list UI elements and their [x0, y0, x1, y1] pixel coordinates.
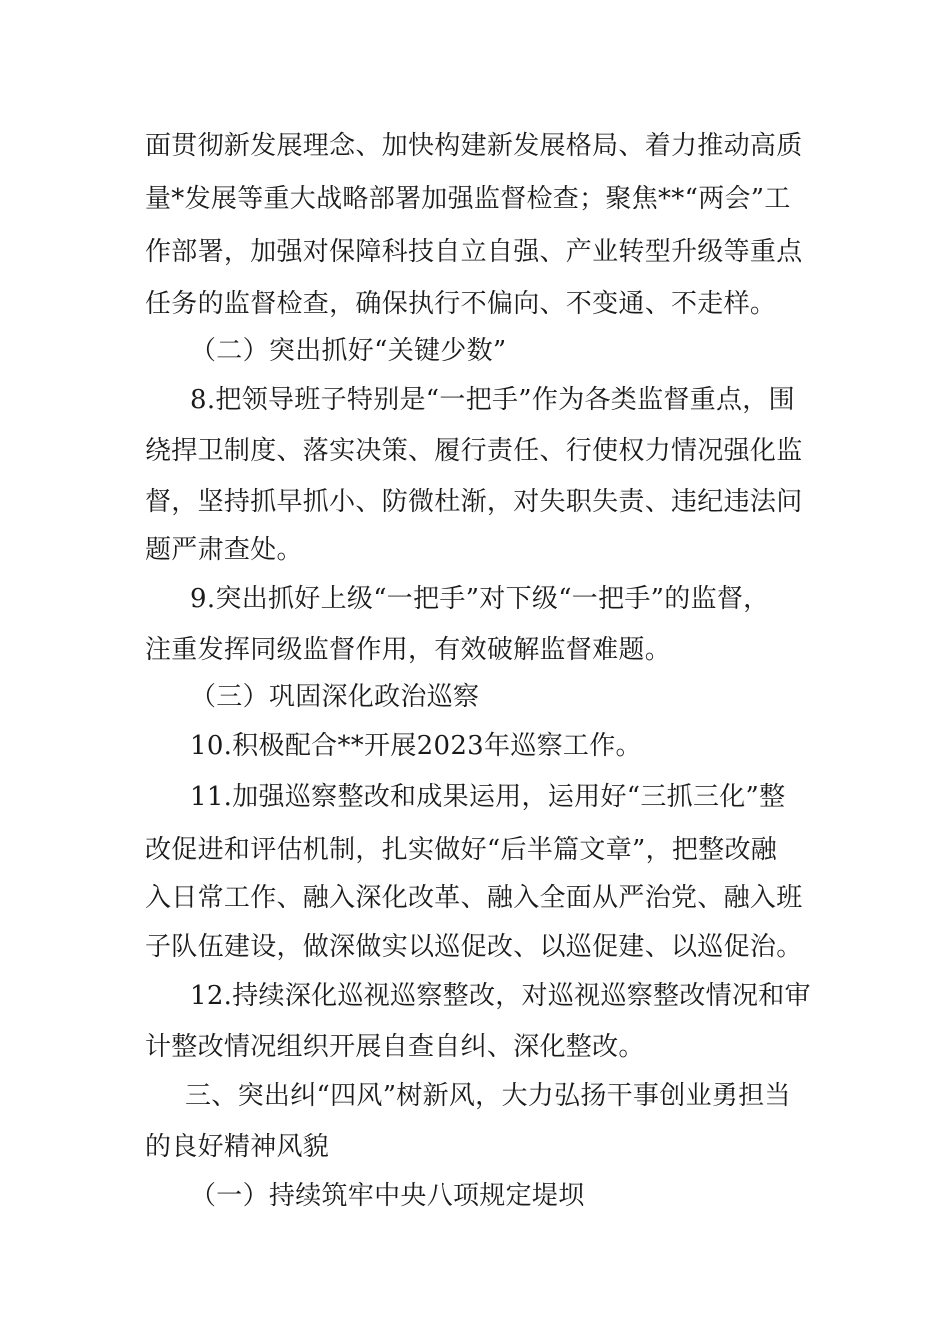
- paragraph-line: 绕捍卫制度、落实决策、履行责任、行使权力情况强化监: [145, 436, 803, 466]
- paragraph-line: 计整改情况组织开展自查自纠、深化整改。: [145, 1032, 645, 1062]
- paragraph-line: 改促进和评估机制，扎实做好“后半篇文章”，把整改融: [145, 835, 778, 865]
- paragraph-line: 注重发挥同级监督作用，有效破解监督难题。: [145, 635, 672, 665]
- section-heading: （二）突出抓好“关键少数”: [190, 336, 507, 366]
- chapter-heading: 的良好精神风貌: [145, 1132, 330, 1162]
- paragraph-line: 11.加强巡察整改和成果运用，运用好“三抓三化”整: [190, 782, 786, 812]
- chapter-heading: 三、突出纠“四风”树新风，大力弘扬干事创业勇担当: [185, 1081, 791, 1111]
- paragraph-line: 量*发展等重大战略部署加强监督检查；聚焦**“两会”工: [145, 184, 791, 214]
- paragraph-line: 入日常工作、融入深化改革、融入全面从严治党、融入班: [145, 883, 803, 913]
- paragraph-line: 9.突出抓好上级“一把手”对下级“一把手”的监督，: [190, 584, 770, 614]
- paragraph-line: 作部署，加强对保障科技自立自强、产业转型升级等重点: [145, 237, 803, 267]
- paragraph-line: 题严肃查处。: [145, 535, 303, 565]
- section-heading: （三）巩固深化政治巡察: [190, 682, 480, 712]
- paragraph-line: 8.把领导班子特别是“一把手”作为各类监督重点，围: [190, 385, 795, 415]
- paragraph-line: 面贯彻新发展理念、加快构建新发展格局、着力推动高质: [145, 131, 803, 161]
- paragraph-line: 督，坚持抓早抓小、防微杜渐，对失职失责、违纪违法问: [145, 487, 803, 517]
- section-heading: （一）持续筑牢中央八项规定堤坝: [190, 1181, 585, 1211]
- paragraph-line: 12.持续深化巡视巡察整改，对巡视巡察整改情况和审: [190, 981, 811, 1011]
- paragraph-line: 子队伍建设，做深做实以巡促改、以巡促建、以巡促治。: [145, 932, 803, 962]
- paragraph-line: 10.积极配合**开展2023年巡察工作。: [190, 731, 642, 761]
- paragraph-line: 任务的监督检查，确保执行不偏向、不变通、不走样。: [145, 289, 777, 319]
